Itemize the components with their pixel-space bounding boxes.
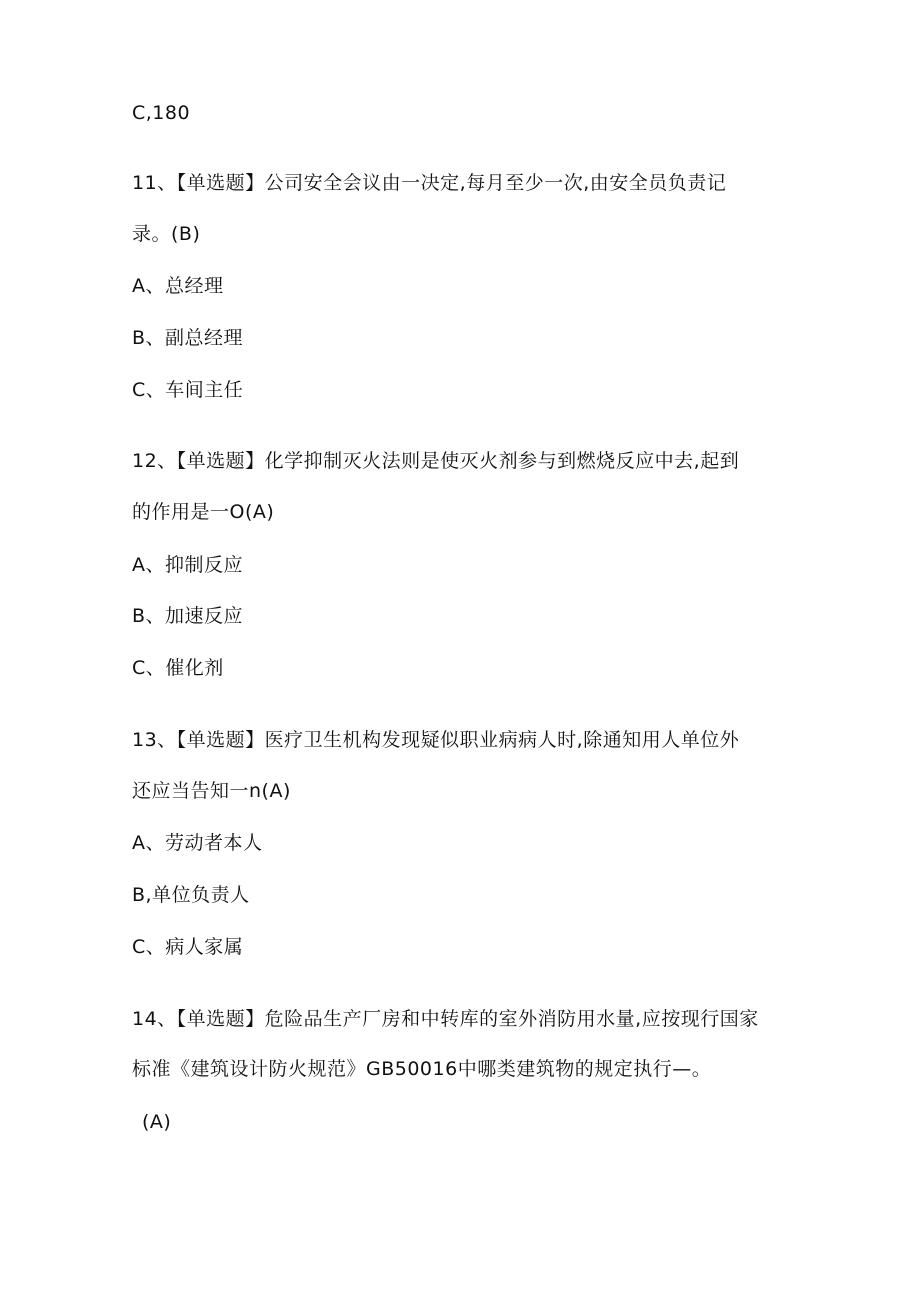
q13-question-line1: 13、【单选题】医疗卫生机构发现疑似职业病病人时,除通知用人单位外 [132, 729, 740, 751]
q12-option-c: C、催化剂 [132, 657, 224, 679]
q14-question-line2: 标准《建筑设计防火规范》GB50016中哪类建筑物的规定执行—。 [132, 1058, 712, 1080]
q14-question-line1: 14、【单选题】危险品生产厂房和中转库的室外消防用水量,应按现行国家 [132, 1008, 759, 1030]
q12-option-a: A、抑制反应 [132, 554, 243, 576]
q13-question-line2: 还应当告知一n(A) [132, 780, 291, 802]
q11-question-line2: 录。(B) [132, 223, 201, 245]
q11-question-line1: 11、【单选题】公司安全会议由一决定,每月至少一次,由安全员负责记 [132, 172, 727, 194]
q12-question-line1: 12、【单选题】化学抑制灭火法则是使灭火剂参与到燃烧反应中去,起到 [132, 450, 740, 472]
q10-option-c: C,180 [132, 102, 191, 124]
q14-answer: (A) [142, 1111, 172, 1133]
q11-option-a: A、总经理 [132, 275, 224, 297]
q13-option-c: C、病人家属 [132, 936, 244, 958]
q13-option-a: A、劳动者本人 [132, 832, 263, 854]
q12-question-line2: 的作用是一O(A) [132, 501, 275, 523]
q12-option-b: B、加速反应 [132, 605, 244, 627]
q11-option-c: C、车间主任 [132, 379, 244, 401]
q13-option-b: B,单位负责人 [132, 884, 250, 906]
q11-option-b: B、副总经理 [132, 327, 244, 349]
